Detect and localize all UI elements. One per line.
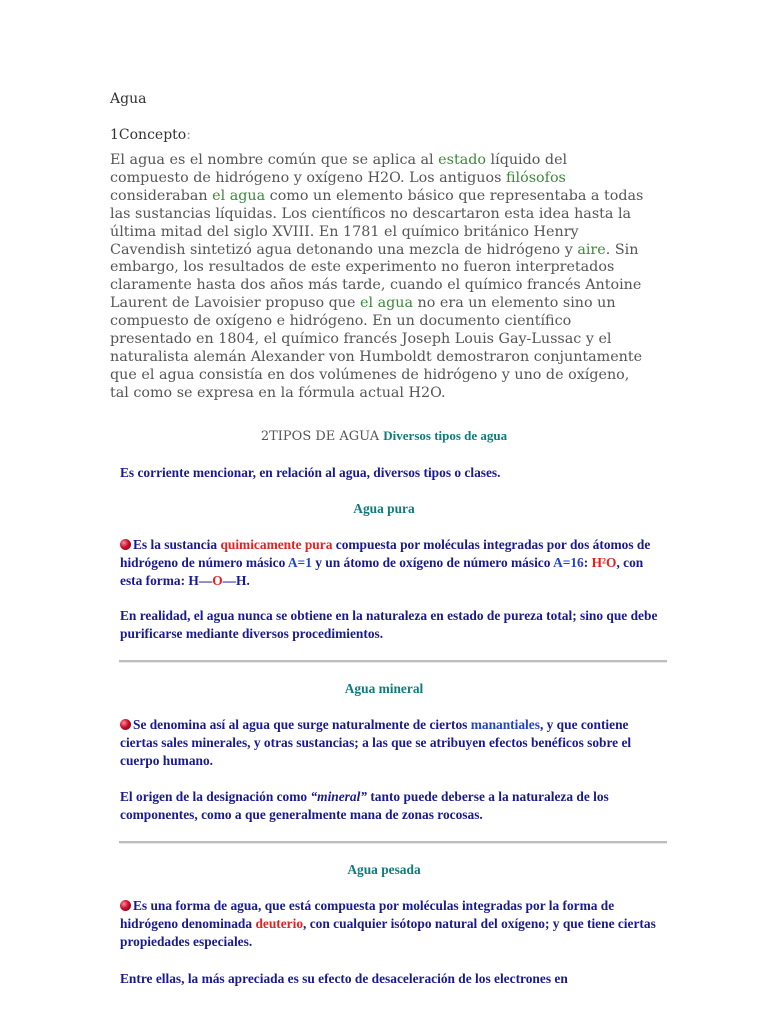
link-el-agua-2[interactable]: el agua <box>360 295 414 312</box>
concept-paragraph <box>110 152 650 403</box>
section-divider <box>119 660 667 663</box>
agua-mineral-title: Agua mineral <box>344 681 424 696</box>
pura-text-2: compuesta por moléculas integradas por dos átomos de hidrógeno de número másico <box>120 537 651 570</box>
pura-text-1: Es la sustancia <box>133 537 221 552</box>
link-filosofos[interactable]: filósofos <box>506 169 566 186</box>
agua-mineral-paragraph-2 <box>120 788 665 824</box>
link-estado[interactable]: estado <box>438 152 486 168</box>
concept-text-5: . Sin embargo, los resultados de este experimento no fueron interpretados claramente hasta dos años más tarde, cuando el químico francés Antoine Laurent de Lavoisier propuso que <box>110 241 642 312</box>
pura-red-o: O <box>212 573 223 588</box>
concept-text-1: El agua es el nombre común que se aplica al <box>110 152 439 168</box>
pura-text-4: : <box>583 555 592 570</box>
link-el-agua[interactable]: el agua <box>212 187 266 204</box>
pura-blue-a1: A=1 <box>287 555 312 570</box>
pura-blue-a16: A=16 <box>553 555 584 570</box>
mineral-italic: “mineral” <box>310 789 367 804</box>
pura-text-5: , con esta forma: H <box>120 555 644 588</box>
pura-dash-1: — <box>198 573 213 588</box>
bullet-icon <box>120 900 131 911</box>
link-aire[interactable]: aire <box>577 241 606 258</box>
concept-text-2: líquido del compuesto de hidrógeno y oxígeno H2O. Los antiguos <box>110 152 568 186</box>
agua-pura-paragraph-2: En realidad, el agua nunca se obtiene en la naturaleza en estado de pureza total; sino que debe purificarse mediante diversos procedimientos. <box>120 608 658 641</box>
agua-mineral-paragraph-1 <box>120 716 665 770</box>
mineral-blue-manantiales: manantiales <box>470 717 540 732</box>
pesada-text-2: , con cualquier isótopo natural del oxígeno; y que tiene ciertas propiedades especiales. <box>120 916 656 949</box>
concept-text-6: no era un elemento sino un compuesto de oxígeno e hidrógeno. En un documento científico presentado en 1804, el químico francés Joseph Louis Gay-Lussac y el naturalista alemán Alexander von Humboldt demostraron conjuntamente que el agua consistía en dos volúmenes de hidrógeno y uno de oxígeno, tal como se expresa en la fórmula actual H2O. <box>110 295 643 401</box>
tipos-subheading: Diversos tipos de agua <box>383 428 508 443</box>
concept-text-4: como un elemento básico que representaba a todas las sustancias líquidas. Los científicos no descartaron esta idea hasta la última mitad del siglo XVIII. En 1781 el químico británico Henry Cavendish sintetizó agua detonando una mezcla de hidrógeno y <box>110 187 644 258</box>
tipos-heading-text: 2TIPOS DE AGUA <box>260 429 380 444</box>
agua-pesada-title: Agua pesada <box>347 862 421 877</box>
agua-pesada-paragraph-2: Entre ellas, la más apreciada es su efecto de desaceleración de los electrones en <box>120 971 568 986</box>
mineral-text-1: Se denomina así al agua que surge naturalmente de ciertos <box>133 717 471 732</box>
pura-red-quimicamente: quimicamente pura <box>220 537 333 552</box>
pura-dash-2: — <box>222 573 237 588</box>
pura-text-3: y un átomo de oxígeno de número másico <box>311 555 554 570</box>
bullet-icon <box>120 719 131 730</box>
agua-pura-title: Agua pura <box>353 501 415 516</box>
tipos-heading <box>0 428 768 444</box>
concept-heading-colon: : <box>186 127 191 143</box>
document-title: Agua <box>110 91 147 107</box>
pesada-text-1: Es una forma de agua, que está compuesta por moléculas integradas por la forma de hidrógeno denominada <box>120 898 615 931</box>
concept-heading-text: 1Concepto <box>110 127 187 143</box>
concept-text-3: consideraban <box>110 187 213 204</box>
bullet-icon <box>120 539 131 550</box>
agua-pesada-paragraph-1 <box>120 897 665 951</box>
mineral-text-2: , y que contiene ciertas sales minerales, y otras sustancias; a las que se atribuyen efectos benéficos sobre el cuerpo humano. <box>120 717 632 768</box>
mineral-text-3: El origen de la designación como <box>120 789 311 804</box>
mineral-text-4: tanto puede deberse a la naturaleza de los componentes, como a que generalmente mana de zonas rocosas. <box>120 789 609 822</box>
concept-heading <box>110 127 191 143</box>
pura-text-6: H. <box>236 573 250 588</box>
section-divider <box>119 841 667 844</box>
pura-red-h2o: H²O <box>591 555 617 570</box>
pesada-red-deuterio: deuterio <box>255 916 304 931</box>
agua-pura-paragraph-1 <box>120 536 665 590</box>
tipos-intro: Es corriente mencionar, en relación al agua, diversos tipos o clases. <box>120 465 501 480</box>
